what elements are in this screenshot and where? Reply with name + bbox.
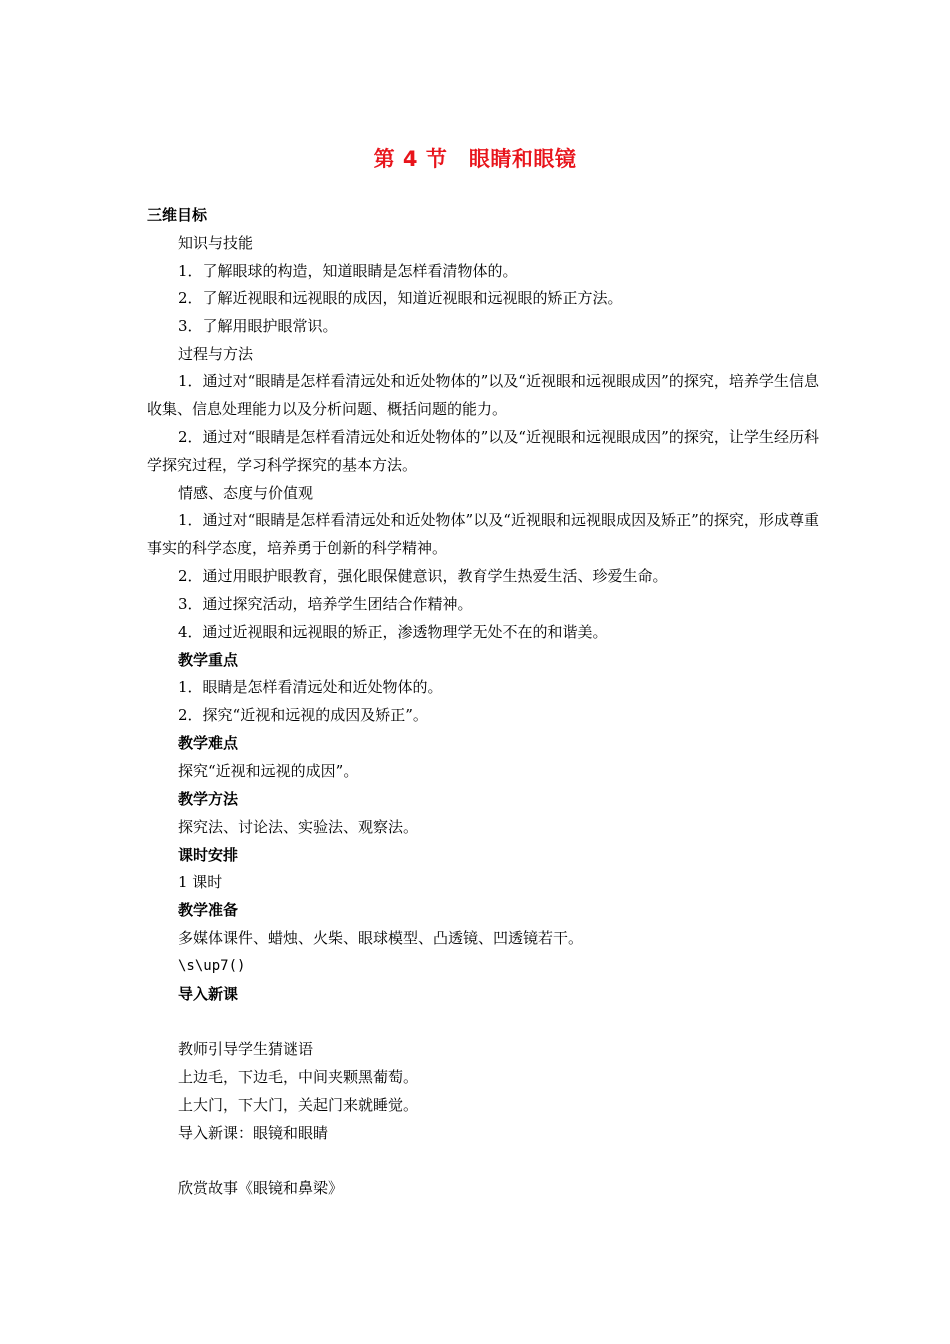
difficulty-text: 探究“近视和远视的成因”。 <box>178 762 359 780</box>
process-heading: 过程与方法 <box>178 345 254 363</box>
schedule-heading: 课时安排 <box>178 846 239 864</box>
difficulty-heading: 教学难点 <box>178 734 239 752</box>
field-code-text: \s\up7() <box>178 958 246 974</box>
key-heading: 教学重点 <box>178 651 239 669</box>
intro-line: 上边毛，下边毛，中间夹颗黑葡萄。 <box>178 1068 419 1086</box>
page-title: 第 4 节 眼睛和眼镜 <box>373 147 577 171</box>
emotion-item: 1．通过对“眼睛是怎样看清远处和近处物体”以及“近视眼和远视眼成因及矫正”的探究，形成尊重事实的科学态度，培养勇于创新的科学精神。 <box>147 511 819 557</box>
knowledge-item: 1．了解眼球的构造，知道眼睛是怎样看清物体的。 <box>178 262 518 280</box>
knowledge-item: 2．了解近视眼和远视眼的成因，知道近视眼和远视眼的矫正方法。 <box>178 289 623 307</box>
intro-line: 导入新课：眼镜和眼睛 <box>178 1124 329 1142</box>
intro-heading: 导入新课 <box>178 985 239 1003</box>
emotion-item: 4．通过近视眼和远视眼的矫正，渗透物理学无处不在的和谐美。 <box>178 623 608 641</box>
emotion-heading: 情感、态度与价值观 <box>178 484 314 502</box>
key-item: 1．眼睛是怎样看清远处和近处物体的。 <box>178 678 443 696</box>
story-line: 欣赏故事《眼镜和鼻梁》 <box>178 1179 344 1197</box>
intro-line: 教师引导学生猜谜语 <box>178 1040 314 1058</box>
process-item: 2．通过对“眼睛是怎样看清远处和近处物体的”以及“近视眼和远视眼成因”的探究，让学生经历科学探究过程，学习科学探究的基本方法。 <box>147 428 819 474</box>
schedule-text: 1 课时 <box>178 873 223 891</box>
method-text: 探究法、讨论法、实验法、观察法。 <box>178 818 419 836</box>
emotion-item: 3．通过探究活动，培养学生团结合作精神。 <box>178 595 473 613</box>
goals-heading: 三维目标 <box>147 206 208 224</box>
method-heading: 教学方法 <box>178 790 239 808</box>
knowledge-heading: 知识与技能 <box>178 234 254 252</box>
key-item: 2．探究“近视和远视的成因及矫正”。 <box>178 706 428 724</box>
intro-line: 上大门，下大门，关起门来就睡觉。 <box>178 1096 419 1114</box>
prep-text: 多媒体课件、蜡烛、火柴、眼球模型、凸透镜、凹透镜若干。 <box>178 929 584 947</box>
prep-heading: 教学准备 <box>178 901 239 919</box>
knowledge-item: 3．了解用眼护眼常识。 <box>178 317 338 335</box>
process-item: 1．通过对“眼睛是怎样看清远处和近处物体的”以及“近视眼和远视眼成因”的探究，培养学生信息收集、信息处理能力以及分析问题、概括问题的能力。 <box>147 372 819 418</box>
emotion-item: 2．通过用眼护眼教育，强化眼保健意识，教育学生热爱生活、珍爱生命。 <box>178 567 668 585</box>
